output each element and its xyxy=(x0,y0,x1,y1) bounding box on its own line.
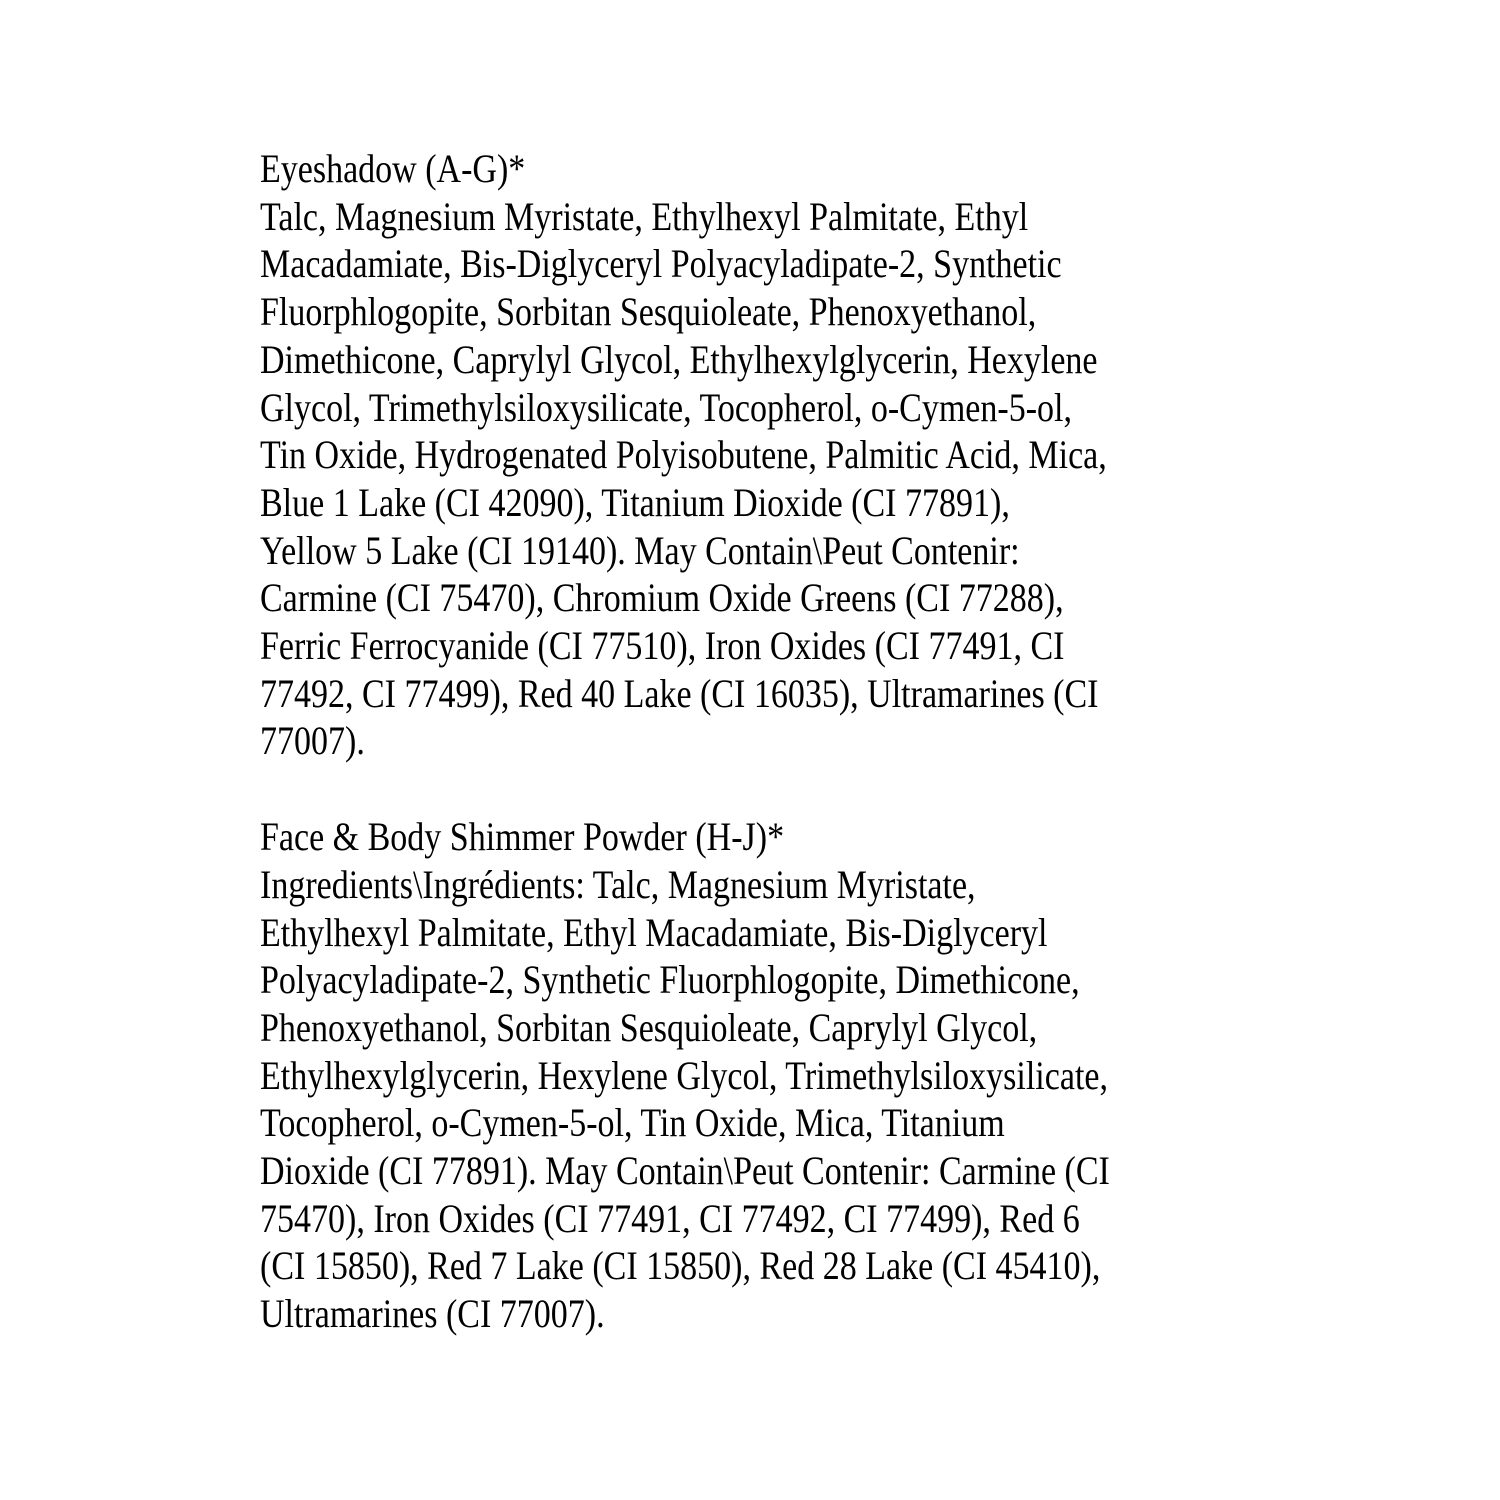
ingredients-line: (CI 15850), Red 7 Lake (CI 15850), Red 28 Lake (CI 45410), xyxy=(260,1243,1101,1289)
ingredients-line: Fluorphlogopite, Sorbitan Sesquioleate, Phenoxyethanol, xyxy=(260,289,1037,335)
ingredients-line: Dioxide (CI 77891). May Contain\Peut Contenir: Carmine (CI xyxy=(260,1148,1110,1194)
ingredients-line: Talc, Magnesium Myristate, Ethylhexyl Palmitate, Ethyl xyxy=(260,193,1029,239)
ingredients-line: Yellow 5 Lake (CI 19140). May Contain\Peut Contenir: xyxy=(260,527,1020,573)
section-title: Eyeshadow (A-G)* xyxy=(260,146,526,191)
ingredients-document-page xyxy=(260,145,1360,1338)
ingredients-line: Carmine (CI 75470), Chromium Oxide Greens (CI 77288), xyxy=(260,575,1064,621)
ingredients-line: Ethylhexylglycerin, Hexylene Glycol, Trimethylsiloxysilicate, xyxy=(260,1052,1108,1098)
ingredients-line: Macadamiate, Bis-Diglyceryl Polyacyladipate-2, Synthetic xyxy=(260,241,1062,287)
ingredients-line: Ingredients\Ingrédients: Talc, Magnesium Myristate, xyxy=(260,861,976,907)
ingredients-line: Phenoxyethanol, Sorbitan Sesquioleate, Caprylyl Glycol, xyxy=(260,1004,1038,1050)
ingredients-line: 75470), Iron Oxides (CI 77491, CI 77492, CI 77499), Red 6 xyxy=(260,1195,1080,1241)
ingredients-line: Tin Oxide, Hydrogenated Polyisobutene, Palmitic Acid, Mica, xyxy=(260,432,1107,478)
ingredients-line: Ultramarines (CI 77007). xyxy=(260,1291,605,1337)
ingredients-line: Ethylhexyl Palmitate, Ethyl Macadamiate, Bis-Diglyceryl xyxy=(260,909,1048,955)
ingredients-line: Dimethicone, Caprylyl Glycol, Ethylhexylglycerin, Hexylene xyxy=(260,336,1098,382)
section-eyeshadow xyxy=(260,145,1360,765)
ingredients-line: Polyacyladipate-2, Synthetic Fluorphlogopite, Dimethicone, xyxy=(260,957,1080,1003)
ingredients-line: Glycol, Trimethylsiloxysilicate, Tocopherol, o-Cymen-5-ol, xyxy=(260,384,1072,430)
ingredients-line: 77492, CI 77499), Red 40 Lake (CI 16035), Ultramarines (CI xyxy=(260,670,1099,716)
section-face-body-shimmer-powder xyxy=(260,813,1360,1338)
ingredients-line: 77007). xyxy=(260,718,365,764)
ingredients-line: Ferric Ferrocyanide (CI 77510), Iron Oxides (CI 77491, CI xyxy=(260,623,1065,669)
ingredients-line: Blue 1 Lake (CI 42090), Titanium Dioxide (CI 77891), xyxy=(260,479,1010,525)
ingredients-line: Tocopherol, o-Cymen-5-ol, Tin Oxide, Mica, Titanium xyxy=(260,1100,1005,1146)
section-title: Face & Body Shimmer Powder (H-J)* xyxy=(260,814,785,860)
